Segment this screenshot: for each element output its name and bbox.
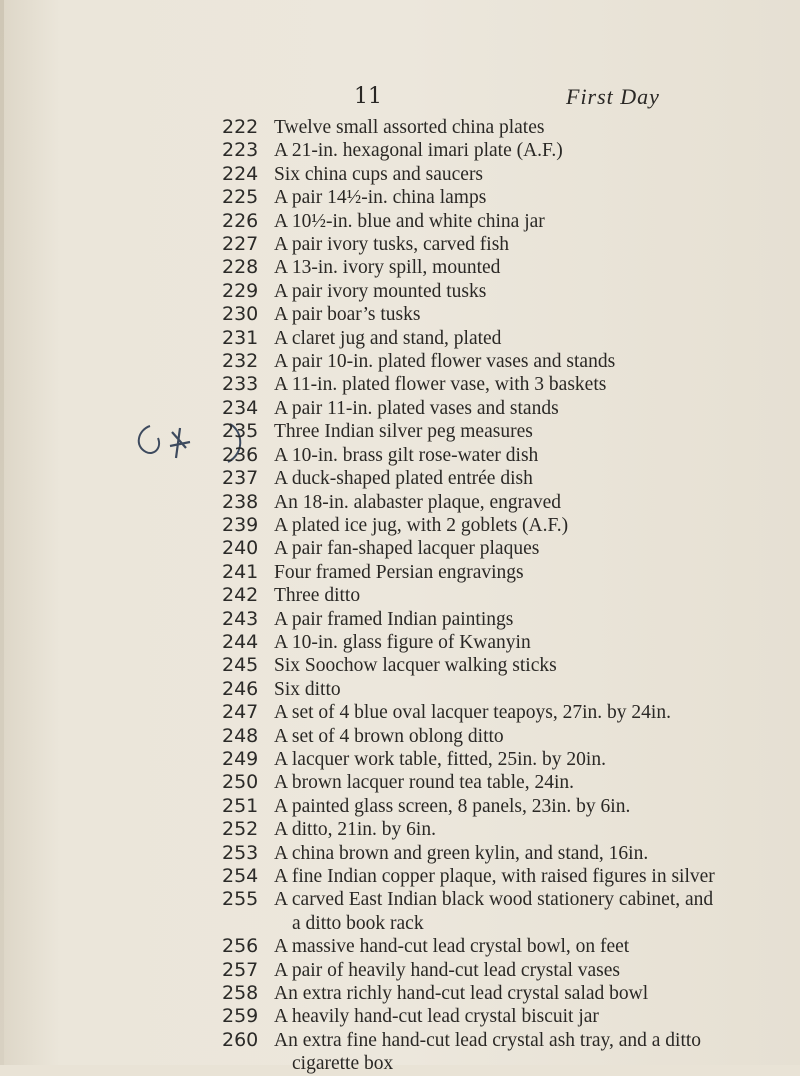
lot-description-line: A carved East Indian black wood stationery cabinet, and	[274, 889, 714, 911]
lot-number: 231	[222, 326, 259, 349]
lot-description	[274, 233, 794, 256]
lot-description-line: A massive hand-cut lead crystal bowl, on feet	[274, 936, 630, 958]
lot-number: 251	[222, 794, 259, 817]
lot-description	[274, 397, 794, 420]
lot-description-line: Six Soochow lacquer walking sticks	[274, 655, 557, 677]
lot-description	[274, 935, 794, 958]
lot-number: 230	[222, 303, 259, 326]
lot-number: 241	[222, 560, 259, 583]
lot-number: 232	[222, 350, 259, 373]
lot-description	[274, 256, 794, 279]
lot-description-line: A 10½-in. blue and white china jar	[274, 210, 545, 232]
lot-description-line: A pair boar’s tusks	[274, 304, 421, 326]
lot-number: 246	[222, 677, 259, 700]
lot-row	[0, 725, 800, 748]
lot-row	[0, 771, 800, 794]
lot-description-line: A pair 11-in. plated vases and stands	[274, 397, 559, 419]
lot-description	[274, 748, 794, 771]
lot-description	[274, 444, 794, 467]
lot-description-line: A duck-shaped plated entrée dish	[274, 468, 533, 490]
lot-row	[0, 303, 800, 326]
lot-number: 226	[222, 209, 259, 232]
lot-description-line: A 10-in. glass figure of Kwanyin	[274, 631, 531, 653]
lot-number: 255	[222, 888, 259, 911]
lot-row	[0, 701, 800, 724]
lot-number: 248	[222, 724, 259, 747]
lot-description-line: A 21-in. hexagonal imari plate (A.F.)	[274, 140, 563, 162]
lot-row	[0, 350, 800, 373]
lot-description-line: Three Indian silver peg measures	[274, 421, 533, 443]
lot-description	[274, 1029, 794, 1076]
lot-description-line: A set of 4 blue oval lacquer teapoys, 27in. by 24in.	[274, 702, 671, 724]
lot-description	[274, 139, 794, 162]
lot-description-line: A brown lacquer round tea table, 24in.	[274, 772, 574, 794]
lot-row	[0, 116, 800, 139]
lot-number: 239	[222, 513, 259, 536]
lot-row	[0, 1029, 800, 1076]
lot-description	[274, 982, 794, 1005]
lot-description-line: A plated ice jug, with 2 goblets (A.F.)	[274, 514, 569, 536]
lot-number: 224	[222, 162, 259, 185]
lot-number: 229	[222, 279, 259, 302]
lot-description-line: A pair 14½-in. china lamps	[274, 187, 487, 209]
lot-number: 253	[222, 841, 259, 864]
lot-description-line: Four framed Persian engravings	[274, 561, 524, 583]
lot-description	[274, 725, 794, 748]
lot-description-line: A pair 10-in. plated flower vases and stands	[274, 351, 616, 373]
lot-number: 237	[222, 467, 259, 490]
lot-description	[274, 467, 794, 490]
lot-description-line: An 18-in. alabaster plaque, engraved	[274, 491, 561, 513]
lot-row	[0, 561, 800, 584]
lot-row	[0, 491, 800, 514]
lot-row	[0, 842, 800, 865]
lot-description-line: A pair ivory mounted tusks	[274, 280, 487, 302]
lot-description	[274, 654, 794, 677]
lot-row	[0, 888, 800, 935]
lot-description	[274, 959, 794, 982]
lot-row	[0, 631, 800, 654]
lot-description	[274, 771, 794, 794]
lot-description	[274, 842, 794, 865]
lot-number: 233	[222, 373, 259, 396]
lot-row	[0, 444, 800, 467]
lot-description-line: Three ditto	[274, 585, 361, 607]
lot-row	[0, 678, 800, 701]
lot-row	[0, 186, 800, 209]
lot-description-line: An extra richly hand-cut lead crystal salad bowl	[274, 983, 649, 1005]
lot-description	[274, 678, 794, 701]
lot-row	[0, 654, 800, 677]
lot-description	[274, 865, 794, 888]
lot-description-line: A set of 4 brown oblong ditto	[274, 725, 504, 747]
lot-description	[274, 350, 794, 373]
lot-description-line: A fine Indian copper plaque, with raised figures in silver	[274, 866, 715, 887]
lot-description	[274, 608, 794, 631]
lot-description	[274, 491, 794, 514]
lot-description-continuation: cigarette box	[292, 1053, 394, 1075]
lot-number: 228	[222, 256, 259, 279]
page-header	[0, 84, 800, 114]
page-number: 11	[354, 84, 382, 109]
lot-row	[0, 210, 800, 233]
lot-number: 260	[222, 1028, 259, 1051]
lot-description	[274, 327, 794, 350]
lot-row	[0, 795, 800, 818]
lot-number: 227	[222, 233, 259, 256]
lot-row	[0, 467, 800, 490]
lot-number: 238	[222, 490, 259, 513]
lot-number: 249	[222, 747, 259, 770]
lot-number: 223	[222, 139, 259, 162]
lot-row	[0, 818, 800, 841]
lot-row	[0, 865, 800, 888]
lot-description	[274, 561, 794, 584]
lot-number: 254	[222, 865, 259, 887]
lot-row	[0, 514, 800, 537]
lot-row	[0, 935, 800, 958]
lot-description-line: Twelve small assorted china plates	[274, 117, 545, 138]
lot-description-line: Six china cups and saucers	[274, 163, 484, 185]
lot-row	[0, 959, 800, 982]
lot-number: 247	[222, 701, 259, 724]
lot-number: 240	[222, 537, 259, 560]
lot-description-line: A pair fan-shaped lacquer plaques	[274, 538, 540, 560]
lot-description-line: A heavily hand-cut lead crystal biscuit jar	[274, 1006, 599, 1028]
lot-number: 257	[222, 958, 259, 981]
lot-number: 234	[222, 396, 259, 419]
lot-description-line: Six ditto	[274, 678, 341, 700]
lot-row	[0, 537, 800, 560]
lot-description-line: A painted glass screen, 8 panels, 23in. by 6in.	[274, 795, 631, 817]
lot-row	[0, 256, 800, 279]
lot-number: 244	[222, 630, 259, 653]
lot-description-continuation: a ditto book rack	[292, 912, 424, 934]
lot-description	[274, 537, 794, 560]
lot-description	[274, 373, 794, 396]
lot-number: 252	[222, 818, 259, 841]
lot-number: 225	[222, 186, 259, 209]
lot-description-line: A pair framed Indian paintings	[274, 608, 514, 630]
lot-description	[274, 116, 794, 139]
lot-number: 258	[222, 982, 259, 1005]
lot-list	[0, 116, 800, 1076]
lot-description	[274, 818, 794, 841]
lot-row	[0, 163, 800, 186]
lot-number: 222	[222, 116, 259, 138]
lot-description	[274, 280, 794, 303]
lot-description	[274, 701, 794, 724]
lot-description	[274, 514, 794, 537]
lot-row	[0, 420, 800, 443]
lot-number: 250	[222, 771, 259, 794]
lot-description	[274, 631, 794, 654]
lot-row	[0, 584, 800, 607]
lot-description	[274, 584, 794, 607]
lot-row	[0, 1005, 800, 1028]
lot-description	[274, 420, 794, 443]
lot-number: 243	[222, 607, 259, 630]
lot-description	[274, 303, 794, 326]
lot-row	[0, 280, 800, 303]
lot-number: 236	[222, 443, 259, 466]
lot-description-line: A lacquer work table, fitted, 25in. by 20in.	[274, 748, 606, 770]
lot-row	[0, 608, 800, 631]
lot-description-line: An extra fine hand-cut lead crystal ash tray, and a ditto	[274, 1029, 702, 1051]
lot-description-line: A ditto, 21in. by 6in.	[274, 819, 436, 841]
lot-row	[0, 748, 800, 771]
day-title: First Day	[566, 84, 660, 109]
lot-description-line: A china brown and green kylin, and stand, 16in.	[274, 842, 649, 864]
lot-number: 256	[222, 935, 259, 958]
lot-description	[274, 210, 794, 233]
lot-description-line: A 10-in. brass gilt rose-water dish	[274, 444, 539, 466]
lot-description-line: A pair of heavily hand-cut lead crystal vases	[274, 959, 621, 981]
lot-row	[0, 373, 800, 396]
lot-number: 245	[222, 654, 259, 677]
lot-number: 259	[222, 1005, 259, 1028]
lot-description-line: A 11-in. plated flower vase, with 3 baskets	[274, 374, 607, 396]
lot-row	[0, 233, 800, 256]
lot-description	[274, 888, 794, 935]
lot-number: 242	[222, 584, 259, 607]
lot-row	[0, 139, 800, 162]
lot-description	[274, 163, 794, 186]
lot-description	[274, 795, 794, 818]
lot-description-line: A 13-in. ivory spill, mounted	[274, 257, 501, 279]
lot-number: 235	[222, 420, 259, 443]
lot-description-line: A claret jug and stand, plated	[274, 327, 502, 349]
lot-row	[0, 982, 800, 1005]
lot-row	[0, 397, 800, 420]
lot-description-line: A pair ivory tusks, carved fish	[274, 234, 510, 256]
lot-row	[0, 327, 800, 350]
lot-description	[274, 186, 794, 209]
lot-description	[274, 1005, 794, 1028]
